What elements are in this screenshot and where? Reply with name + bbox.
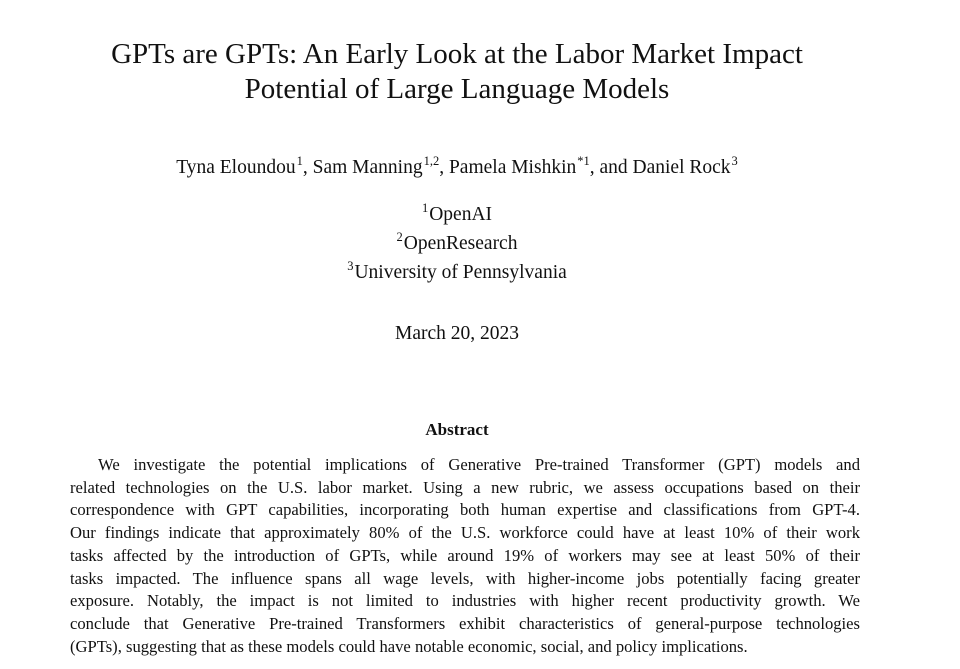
abstract-heading: Abstract [425, 420, 489, 439]
author-separator: , and [589, 157, 633, 178]
abstract-line: related technologies on the U.S. labor market. Using a new rubric, we assess occupations based on their [70, 477, 860, 497]
author-affiliation-mark: 1,2 [423, 154, 440, 168]
affiliation-item [0, 230, 914, 259]
abstract-line: tasks affected by the introduction of GPTs, while around 19% of workers may see at least 50% of their [70, 545, 860, 565]
author-separator: , [302, 157, 313, 178]
abstract-line: (GPTs), suggesting that as these models could have notable economic, social, and policy implications. [70, 636, 748, 656]
author-name: Sam Manning [312, 157, 423, 178]
author-affiliation-mark: 3 [731, 154, 738, 168]
abstract-line: tasks impacted. The influence spans all wage levels, with higher-income jobs potentially facing greater [70, 568, 860, 588]
affiliation-item [0, 259, 914, 288]
abstract-body [70, 454, 860, 658]
paper-title-line-1: GPTs are GPTs: An Early Look at the Labor Market Impact [111, 38, 803, 70]
abstract-line: correspondence with GPT capabilities, incorporating both human expertise and classifications from GPT-4. [70, 500, 860, 520]
publication-date: March 20, 2023 [394, 323, 520, 344]
affiliation-name: OpenAI [429, 204, 493, 225]
affiliation-mark: 3 [347, 259, 354, 273]
affiliation-mark: 1 [421, 201, 429, 215]
affiliation-name: OpenResearch [403, 233, 518, 254]
abstract-line: We investigate the potential implications of Generative Pre-trained Transformer (GPT) models and [98, 455, 860, 474]
paper-title [0, 37, 914, 107]
author-name: Tyna Eloundou [176, 157, 296, 178]
affiliation-item [0, 201, 914, 230]
affiliation-name: University of Pennsylvania [354, 262, 567, 283]
paper-title-line-2: Potential of Large Language Models [244, 73, 670, 105]
abstract-line: exposure. Notably, the impact is not limited to industries with higher recent productivity growth. We [70, 591, 860, 611]
affiliation-list [0, 201, 914, 288]
author-affiliation-mark: 1 [296, 154, 303, 168]
author-separator: , [439, 157, 449, 178]
author-name: Pamela Mishkin [448, 157, 577, 178]
author-list [0, 155, 914, 182]
affiliation-mark: 2 [396, 230, 403, 244]
abstract-line: Our findings indicate that approximately 80% of the U.S. workforce could have at least 10% of their work [70, 523, 860, 543]
abstract-line: conclude that Generative Pre-trained Transformers exhibit characteristics of general-purpose technologies [70, 613, 860, 633]
author-name: Daniel Rock [632, 157, 731, 178]
author-affiliation-mark: *1 [577, 154, 590, 168]
